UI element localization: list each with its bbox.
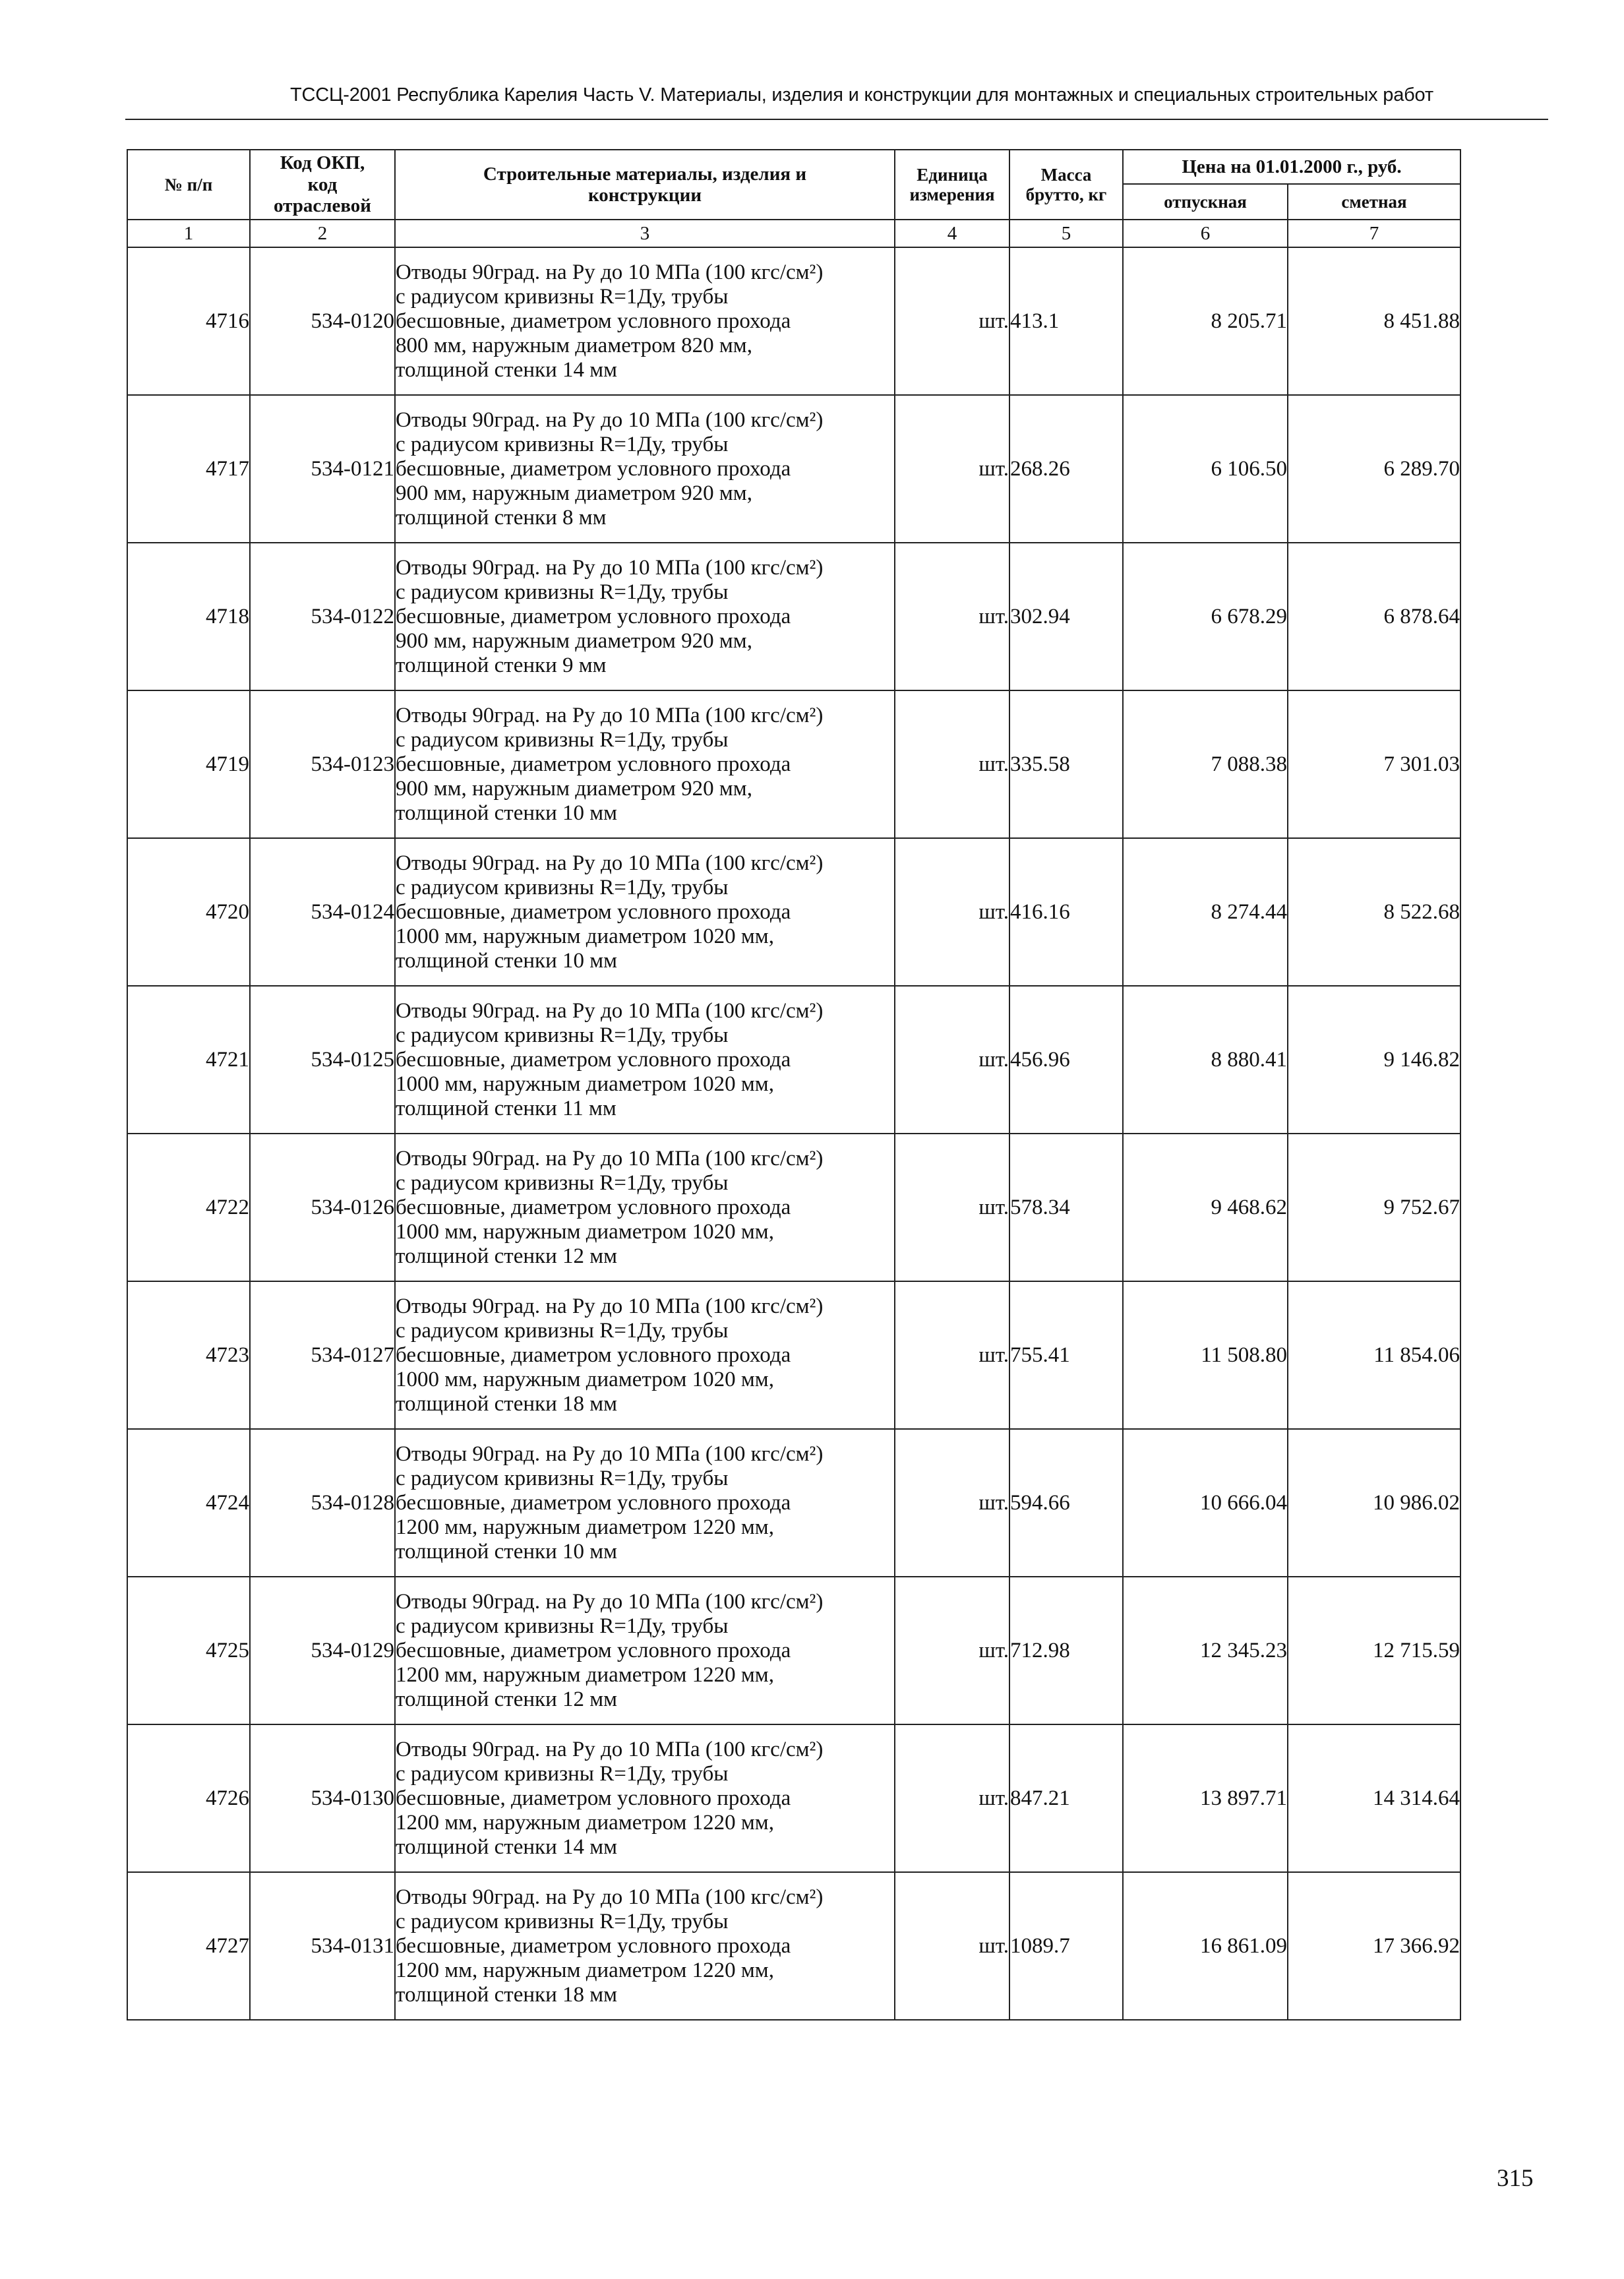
row-mass: 335.58 [1009,690,1123,838]
row-description-line: Отводы 90град. на Ру до 10 МПа (100 кгс/см²) [396,998,824,1023]
row-unit: шт. [895,1577,1009,1724]
row-description-line: 900 мм, наружным диаметром 920 мм, [396,628,752,653]
row-number: 4721 [127,986,250,1134]
row-unit: шт. [895,838,1009,986]
column-number: 6 [1123,220,1288,247]
row-description-line: 1000 мм, наружным диаметром 1020 мм, [396,1367,774,1391]
row-unit: шт. [895,1429,1009,1577]
row-code: 534-0126 [250,1134,395,1281]
row-description-line: Отводы 90град. на Ру до 10 МПа (100 кгс/см²) [396,260,824,284]
page-number: 315 [1497,2165,1534,2192]
row-description-line: с радиусом кривизны R=1Ду, трубы [396,1466,729,1490]
table-row [127,690,1460,838]
row-mass: 712.98 [1009,1577,1123,1724]
col-header-code-line2: код [307,173,338,195]
table-row [127,1429,1460,1577]
table-row [127,1577,1460,1724]
row-description-line: с радиусом кривизны R=1Ду, трубы [396,727,729,752]
row-description-line: 1200 мм, наружным диаметром 1220 мм, [396,1662,774,1687]
row-price-release: 10 666.04 [1123,1429,1288,1577]
row-price-release: 8 274.44 [1123,838,1288,986]
table-row [127,543,1460,690]
row-price-release: 9 468.62 [1123,1134,1288,1281]
row-description-line: с радиусом кривизны R=1Ду, трубы [396,580,729,604]
row-description-line: Отводы 90град. на Ру до 10 МПа (100 кгс/см²) [396,1885,824,1909]
row-mass: 578.34 [1009,1134,1123,1281]
row-price-estimate: 6 289.70 [1288,395,1460,543]
col-header-price-estimate: сметная [1288,184,1460,220]
table-row [127,986,1460,1134]
row-description-line: Отводы 90град. на Ру до 10 МПа (100 кгс/см²) [396,851,824,875]
header-rule [125,119,1548,120]
row-description [395,1281,895,1429]
row-description [395,395,895,543]
row-price-estimate: 8 451.88 [1288,247,1460,395]
row-description-line: бесшовные, диаметром условного прохода [396,1933,791,1958]
row-description [395,986,895,1134]
row-mass: 847.21 [1009,1724,1123,1872]
col-header-name-line2: конструкции [587,185,702,206]
column-number-row [127,220,1460,247]
column-number: 7 [1288,220,1460,247]
row-number: 4722 [127,1134,250,1281]
row-code: 534-0124 [250,838,395,986]
row-description-line: толщиной стенки 10 мм [396,1539,617,1564]
row-unit: шт. [895,1134,1009,1281]
row-description [395,1429,895,1577]
row-price-release: 11 508.80 [1123,1281,1288,1429]
row-description-line: бесшовные, диаметром условного прохода [396,1490,791,1515]
row-description-line: бесшовные, диаметром условного прохода [396,1343,791,1367]
row-price-estimate: 11 854.06 [1288,1281,1460,1429]
row-description-line: с радиусом кривизны R=1Ду, трубы [396,1170,729,1195]
row-mass: 456.96 [1009,986,1123,1134]
row-mass: 268.26 [1009,395,1123,543]
row-unit: шт. [895,1872,1009,2020]
row-code: 534-0129 [250,1577,395,1724]
table-row [127,838,1460,986]
table-row [127,1281,1460,1429]
table-row [127,1134,1460,1281]
row-price-estimate: 7 301.03 [1288,690,1460,838]
row-code: 534-0131 [250,1872,395,2020]
row-description-line: толщиной стенки 11 мм [396,1096,617,1120]
row-description-line: Отводы 90град. на Ру до 10 МПа (100 кгс/см²) [396,408,824,432]
row-price-release: 7 088.38 [1123,690,1288,838]
col-header-mass [1009,150,1123,220]
table-row [127,395,1460,543]
header-row-1 [127,150,1460,184]
col-header-unit [895,150,1009,220]
table-row [127,1872,1460,2020]
col-header-name [395,150,895,220]
row-price-release: 8 205.71 [1123,247,1288,395]
row-price-estimate: 6 878.64 [1288,543,1460,690]
row-mass: 416.16 [1009,838,1123,986]
row-description-line: бесшовные, диаметром условного прохода [396,604,791,628]
row-price-estimate: 10 986.02 [1288,1429,1460,1577]
row-unit: шт. [895,1281,1009,1429]
row-price-release: 8 880.41 [1123,986,1288,1134]
row-description-line: с радиусом кривизны R=1Ду, трубы [396,284,729,309]
row-description-line: толщиной стенки 14 мм [396,1835,617,1859]
row-description-line: с радиусом кривизны R=1Ду, трубы [396,875,729,899]
row-price-estimate: 8 522.68 [1288,838,1460,986]
row-description-line: с радиусом кривизны R=1Ду, трубы [396,1761,729,1786]
row-code: 534-0127 [250,1281,395,1429]
row-unit: шт. [895,690,1009,838]
row-description-line: Отводы 90град. на Ру до 10 МПа (100 кгс/см²) [396,1294,824,1318]
row-description-line: толщиной стенки 18 мм [396,1982,617,2007]
row-code: 534-0121 [250,395,395,543]
column-number: 3 [395,220,895,247]
row-description-line: с радиусом кривизны R=1Ду, трубы [396,1023,729,1047]
table-row [127,1724,1460,1872]
row-description [395,543,895,690]
row-description-line: бесшовные, диаметром условного прохода [396,899,791,924]
col-header-mass-line1: Масса [1040,164,1092,185]
row-number: 4726 [127,1724,250,1872]
row-description-line: толщиной стенки 12 мм [396,1244,617,1268]
row-mass: 413.1 [1009,247,1123,395]
row-description-line: 1200 мм, наружным диаметром 1220 мм, [396,1958,774,1982]
row-description-line: с радиусом кривизны R=1Ду, трубы [396,1614,729,1638]
row-description-line: толщиной стенки 10 мм [396,948,617,973]
row-price-release: 13 897.71 [1123,1724,1288,1872]
row-description-line: 1000 мм, наружным диаметром 1020 мм, [396,1072,774,1096]
row-description [395,690,895,838]
col-header-unit-line1: Единица [917,164,988,185]
row-mass: 594.66 [1009,1429,1123,1577]
row-mass: 302.94 [1009,543,1123,690]
col-header-code-line3: отраслевой [273,195,372,217]
row-description-line: толщиной стенки 14 мм [396,357,617,382]
row-code: 534-0122 [250,543,395,690]
price-table [127,149,1461,2021]
column-number: 1 [127,220,250,247]
col-header-code [250,150,395,220]
row-description-line: бесшовные, диаметром условного прохода [396,1638,791,1662]
row-description-line: 1200 мм, наружным диаметром 1220 мм, [396,1810,774,1835]
row-code: 534-0130 [250,1724,395,1872]
row-description [395,1577,895,1724]
row-description [395,838,895,986]
row-description-line: толщиной стенки 10 мм [396,801,617,825]
row-description [395,1134,895,1281]
row-description-line: толщиной стенки 12 мм [396,1687,617,1711]
row-description-line: бесшовные, диаметром условного прохода [396,1786,791,1810]
row-description-line: 1000 мм, наружным диаметром 1020 мм, [396,1219,774,1244]
row-description-line: бесшовные, диаметром условного прохода [396,1047,791,1072]
row-description-line: Отводы 90град. на Ру до 10 МПа (100 кгс/см²) [396,1737,824,1761]
row-description-line: толщиной стенки 8 мм [396,505,607,530]
row-price-estimate: 17 366.92 [1288,1872,1460,2020]
row-price-release: 12 345.23 [1123,1577,1288,1724]
col-header-price-release: отпускная [1123,184,1288,220]
row-number: 4725 [127,1577,250,1724]
col-header-unit-line2: измерения [909,185,995,204]
row-mass: 755.41 [1009,1281,1123,1429]
row-price-release: 6 106.50 [1123,395,1288,543]
row-description-line: с радиусом кривизны R=1Ду, трубы [396,1318,729,1343]
row-description-line: с радиусом кривизны R=1Ду, трубы [396,1909,729,1933]
row-number: 4718 [127,543,250,690]
row-description-line: 900 мм, наружным диаметром 920 мм, [396,776,752,801]
row-code: 534-0123 [250,690,395,838]
row-number: 4720 [127,838,250,986]
row-unit: шт. [895,395,1009,543]
row-description-line: бесшовные, диаметром условного прохода [396,752,791,776]
page-header-title: ТССЦ-2001 Республика Карелия Часть V. Материалы, изделия и конструкции для монтажных и специальных строительных работ [290,84,1433,106]
col-header-code-line1: Код ОКП, [280,152,365,174]
row-description [395,1872,895,2020]
row-description-line: Отводы 90град. на Ру до 10 МПа (100 кгс/см²) [396,1146,824,1170]
row-description-line: бесшовные, диаметром условного прохода [396,309,791,333]
row-description-line: 1000 мм, наружным диаметром 1020 мм, [396,924,774,948]
row-description-line: бесшовные, диаметром условного прохода [396,1195,791,1219]
row-description [395,247,895,395]
col-header-mass-line2: брутто, кг [1025,185,1107,204]
row-description-line: бесшовные, диаметром условного прохода [396,456,791,481]
row-price-estimate: 9 146.82 [1288,986,1460,1134]
row-description-line: толщиной стенки 9 мм [396,653,607,677]
row-price-release: 16 861.09 [1123,1872,1288,2020]
row-description-line: 900 мм, наружным диаметром 920 мм, [396,481,752,505]
row-number: 4716 [127,247,250,395]
row-code: 534-0120 [250,247,395,395]
row-price-estimate: 14 314.64 [1288,1724,1460,1872]
row-unit: шт. [895,543,1009,690]
row-price-estimate: 9 752.67 [1288,1134,1460,1281]
column-number: 4 [895,220,1009,247]
row-price-estimate: 12 715.59 [1288,1577,1460,1724]
row-description-line: Отводы 90град. на Ру до 10 МПа (100 кгс/см²) [396,555,824,580]
col-header-num: № п/п [127,150,250,220]
col-header-name-line1: Строительные материалы, изделия и [483,163,807,185]
table-body [127,247,1460,2020]
row-code: 534-0125 [250,986,395,1134]
row-number: 4717 [127,395,250,543]
row-code: 534-0128 [250,1429,395,1577]
row-unit: шт. [895,1724,1009,1872]
row-number: 4727 [127,1872,250,2020]
row-price-release: 6 678.29 [1123,543,1288,690]
row-description-line: толщиной стенки 18 мм [396,1391,617,1416]
row-description-line: Отводы 90град. на Ру до 10 МПа (100 кгс/см²) [396,1442,824,1466]
row-description-line: 800 мм, наружным диаметром 820 мм, [396,333,752,357]
row-description-line: Отводы 90град. на Ру до 10 МПа (100 кгс/см²) [396,703,824,727]
row-description-line: Отводы 90град. на Ру до 10 МПа (100 кгс/см²) [396,1589,824,1614]
row-number: 4719 [127,690,250,838]
col-header-price-group: Цена на 01.01.2000 г., руб. [1123,150,1460,184]
row-unit: шт. [895,986,1009,1134]
row-number: 4724 [127,1429,250,1577]
table-row [127,247,1460,395]
row-description-line: с радиусом кривизны R=1Ду, трубы [396,432,729,456]
column-number: 5 [1009,220,1123,247]
row-number: 4723 [127,1281,250,1429]
row-description [395,1724,895,1872]
row-description-line: 1200 мм, наружным диаметром 1220 мм, [396,1515,774,1539]
row-mass: 1089.7 [1009,1872,1123,2020]
row-unit: шт. [895,247,1009,395]
column-number: 2 [250,220,395,247]
